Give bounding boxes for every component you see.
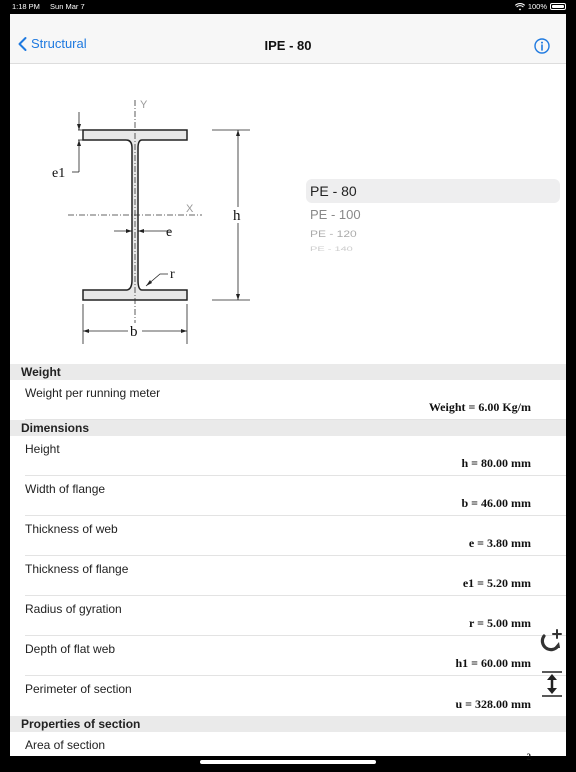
list-row	[25, 732, 566, 772]
list-row	[25, 476, 566, 516]
y-axis-label: Y	[140, 99, 148, 111]
properties-list	[10, 364, 566, 772]
list-row	[25, 436, 566, 476]
e1-label: e1	[52, 166, 66, 181]
row-value: Weight = 6.00 Kg/m	[428, 400, 531, 414]
row-value: r = 5.00 mm	[469, 616, 531, 630]
resize-button[interactable]	[540, 670, 564, 703]
e-label: e	[166, 225, 173, 240]
home-indicator[interactable]	[200, 760, 376, 764]
row-label: Height	[25, 442, 60, 456]
status-date: Sun Mar 7	[50, 2, 85, 11]
h-label: h	[233, 208, 241, 224]
diagram-area	[10, 64, 566, 364]
info-circle-icon	[534, 38, 550, 54]
row-value: u = 328.00 mm	[455, 697, 531, 711]
row-value: e1 = 5.20 mm	[462, 576, 531, 590]
list-row	[25, 596, 566, 636]
add-rotate-icon	[540, 628, 564, 654]
ipe-section-diagram	[50, 94, 270, 344]
section-header-weight: Weight	[10, 364, 566, 380]
row-label: Thickness of flange	[25, 562, 129, 576]
list-row	[25, 676, 566, 716]
section-header-dimensions: Dimensions	[10, 420, 566, 436]
row-value: e = 3.80 mm	[468, 536, 531, 550]
row-value: b = 46.00 mm	[461, 496, 531, 510]
row-label: Perimeter of section	[25, 682, 132, 696]
app-screen	[10, 14, 566, 762]
status-bar	[0, 0, 576, 14]
row-label: Weight per running meter	[25, 386, 161, 400]
wifi-icon	[515, 3, 525, 11]
picker-item[interactable]: PE - 100	[310, 207, 361, 222]
profile-picker[interactable]	[306, 179, 560, 259]
section-header-properties: Properties of section	[10, 716, 566, 732]
picker-item[interactable]: PE - 120	[310, 228, 357, 240]
row-label: Thickness of web	[25, 522, 118, 536]
r-label: r	[170, 267, 175, 282]
row-value: h = 80.00 mm	[461, 456, 531, 470]
row-value: 2	[526, 752, 531, 762]
calculator-button[interactable]	[540, 628, 564, 659]
info-button[interactable]	[534, 38, 550, 59]
picker-item-selected[interactable]: PE - 80	[310, 183, 357, 199]
page-title: IPE - 80	[264, 38, 312, 53]
list-row	[25, 636, 566, 676]
list-row	[25, 516, 566, 556]
navigation-bar	[10, 14, 566, 64]
list-row	[25, 380, 566, 420]
status-time: 1:18 PM	[12, 2, 40, 11]
back-label: Structural	[31, 36, 87, 51]
vertical-resize-icon	[540, 670, 564, 698]
row-label: Area of section	[25, 738, 106, 752]
row-value: h1 = 60.00 mm	[455, 656, 531, 670]
battery-percent: 100%	[527, 2, 547, 11]
x-axis-label: X	[186, 203, 194, 215]
battery-icon	[550, 3, 566, 10]
picker-item[interactable]: PE - 140	[310, 245, 353, 253]
row-label: Radius of gyration	[25, 602, 122, 616]
list-row	[25, 556, 566, 596]
row-label: Width of flange	[25, 482, 106, 496]
b-label: b	[130, 324, 138, 340]
row-label: Depth of flat web	[25, 642, 116, 656]
